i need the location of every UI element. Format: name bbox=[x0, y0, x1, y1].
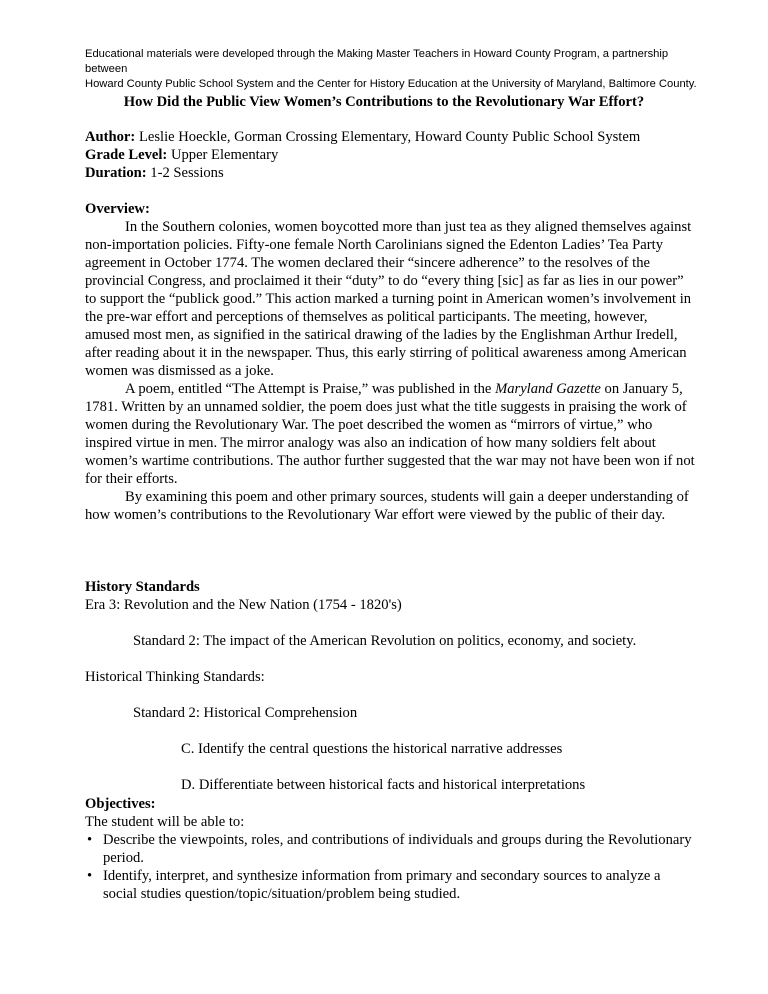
bullet-icon: • bbox=[87, 868, 93, 884]
duration-line bbox=[85, 164, 695, 182]
page-title: How Did the Public View Women’s Contributions to the Revolutionary War Effort? bbox=[123, 94, 645, 110]
overview-heading: Overview: bbox=[85, 201, 150, 217]
era-line: Era 3: Revolution and the New Nation (1754 - 1820's) bbox=[85, 597, 402, 613]
grade-label: Grade Level: bbox=[85, 147, 168, 163]
header-note-line-1: Educational materials were developed through the Making Master Teachers in Howard County Program, a partnership between bbox=[85, 48, 669, 75]
objectives-list bbox=[85, 831, 695, 903]
standard-2-line: Standard 2: The impact of the American Revolution on politics, economy, and society. bbox=[133, 633, 637, 649]
author-line bbox=[85, 128, 695, 146]
standards-heading: History Standards bbox=[85, 579, 200, 595]
meta-block bbox=[85, 128, 695, 182]
thinking-standard-line: Standard 2: Historical Comprehension bbox=[133, 705, 358, 721]
overview-paragraph-2-end: on January 5, 1781. Written by an unnamed soldier, the poem does just what the title suggests in praising the work of women during the Revolutionary War. The poet described the women as “mirrors of virtue,” who inspired virtue in men. The mirror analogy was also an indication of how many soldiers felt about women’s wartime contributions. The author further suggested that the war may not have been won if not for their efforts. bbox=[85, 381, 695, 487]
author-label: Author: bbox=[85, 129, 136, 145]
duration-label: Duration: bbox=[85, 165, 147, 181]
objectives-heading: Objectives: bbox=[85, 796, 156, 812]
bullet-icon: • bbox=[87, 832, 93, 848]
objective-item bbox=[85, 867, 695, 903]
thinking-standards-heading: Historical Thinking Standards: bbox=[85, 669, 265, 685]
duration-value: 1-2 Sessions bbox=[150, 165, 224, 181]
objective-item bbox=[85, 831, 695, 867]
header-note bbox=[85, 47, 705, 92]
objectives-intro: The student will be able to: bbox=[85, 814, 245, 830]
objectives-section bbox=[85, 795, 695, 903]
header-note-line-2: Howard County Public School System and the Center for History Education at the University of Maryland, Baltimore County. bbox=[85, 78, 697, 90]
overview-section bbox=[85, 200, 695, 524]
standard-item-d: D. Differentiate between historical facts and historical interpretations bbox=[181, 777, 586, 793]
overview-paragraph-1: In the Southern colonies, women boycotted more than just tea as they aligned themselves against non-importation policies. Fifty-one female North Carolinians signed the Edenton Ladies’ Tea Party agreement in October 1774. The women declared their “sincere adherence” to the resolves of the provincial Congress, and proclaimed it their “duty” to do “every thing [sic] as far as lies in our power” to support the “publick good.” This action marked a turning point in American women’s involvement in the pre-war effort and perceptions of themselves as political participants. The meeting, however, amused most men, as signified in the satirical drawing of the ladies by the Englishman Arthur Iredell, after reading about it in the newspaper. Thus, this early stirring of political awareness among American women was dismissed as a joke. bbox=[85, 219, 692, 379]
grade-value: Upper Elementary bbox=[170, 147, 279, 163]
standards-section bbox=[85, 578, 695, 794]
overview-paragraph-3: By examining this poem and other primary sources, students will gain a deeper understanding of how women’s contributions to the Revolutionary War effort were viewed by the public of their day. bbox=[85, 489, 689, 523]
overview-paragraph-2 bbox=[85, 380, 695, 488]
objective-text: Describe the viewpoints, roles, and contributions of individuals and groups during the Revolutionary period. bbox=[103, 832, 692, 866]
overview-paragraph-2-start: A poem, entitled “The Attempt is Praise,” was published in the bbox=[125, 381, 492, 397]
maryland-gazette-title: Maryland Gazette bbox=[495, 381, 601, 397]
grade-line bbox=[85, 146, 695, 164]
objective-text: Identify, interpret, and synthesize information from primary and secondary sources to analyze a social studies question/topic/situation/problem being studied. bbox=[103, 868, 661, 902]
author-value: Leslie Hoeckle, Gorman Crossing Elementary, Howard County Public School System bbox=[138, 129, 641, 145]
standard-item-c: C. Identify the central questions the historical narrative addresses bbox=[181, 741, 563, 757]
